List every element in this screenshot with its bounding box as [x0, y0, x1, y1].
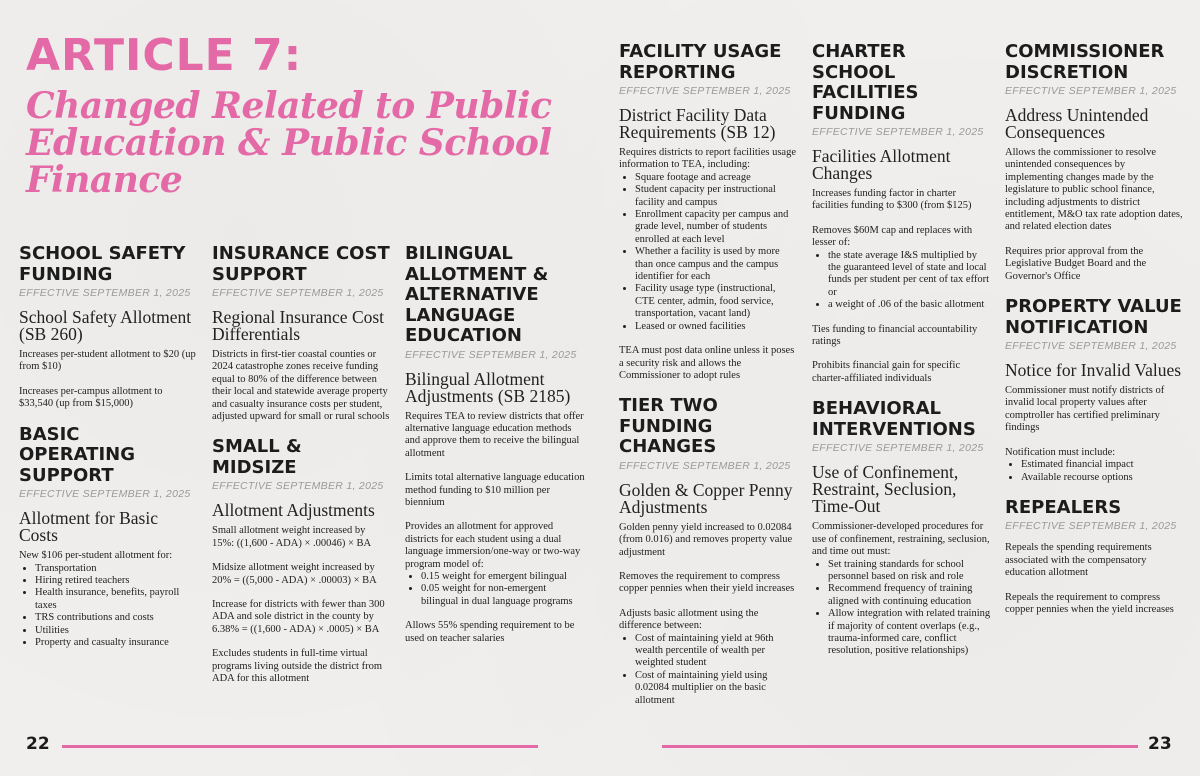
paragraph: Increases funding factor in charter facilities funding to $300 (from $125): [812, 188, 972, 212]
bullet-list: [812, 250, 992, 312]
list-item: • Set training standards for school personnel based on risk and role: [828, 559, 992, 584]
paragraph: TEA must post data online unless it poses a security risk and allows the Commissioner to adopt rules: [619, 345, 795, 381]
paragraph: Repeals the spending requirements associated with the compensatory education allotment: [1005, 542, 1152, 579]
effective-date: EFFECTIVE SEPTEMBER 1, 2025: [19, 488, 191, 501]
footer-rule-left: [62, 745, 538, 748]
list-item: • Whether a facility is used by more than once campus and the campus identifier for each: [635, 246, 797, 283]
charter-section: [812, 42, 992, 385]
paragraph: Commissioner-developed procedures for use of confinement, restraining, seclusion, and time out must:: [812, 521, 990, 558]
facility-usage-section: [619, 42, 797, 382]
paragraph: Requires prior approval from the Legislative Budget Board and the Governor's Office: [1005, 245, 1147, 282]
bullet-list: [619, 172, 797, 333]
section-heading: FACILITY USAGE REPORTING: [619, 41, 782, 83]
effective-date: EFFECTIVE SEPTEMBER 1, 2025: [619, 459, 791, 472]
subheading: Address Unintended Consequences: [1005, 105, 1149, 142]
paragraph: Repeals the requirement to compress copper pennies when the yield increases: [1005, 591, 1174, 616]
left-column-1: [19, 244, 197, 663]
list-item: • 0.05 weight for non-emergent bilingual in dual language programs: [421, 583, 585, 608]
list-item: • Available recourse options: [1021, 472, 1183, 484]
subheading: Bilingual Allotment Adjustments (SB 2185): [405, 368, 571, 406]
paragraph: Limits total alternative language education method funding to $10 million per biennium: [405, 472, 585, 508]
subheading: Allotment Adjustments: [212, 500, 375, 521]
subheading: Golden & Copper Penny Adjustments: [619, 479, 793, 517]
page-number-left: 22: [26, 734, 50, 754]
list-item: • Hiring retired teachers: [35, 575, 197, 587]
section-heading: REPEALERS: [1005, 496, 1122, 518]
effective-date: EFFECTIVE SEPTEMBER 1, 2025: [812, 442, 984, 455]
paragraph: Removes the requirement to compress copper pennies when their yield increases: [619, 571, 795, 595]
article-title: ARTICLE 7:: [26, 30, 303, 81]
behavioral-section: [812, 399, 992, 657]
paragraph: Adjusts basic allotment using the difference between:: [619, 607, 759, 632]
right-column-2: [812, 42, 992, 672]
section-heading: PROPERTY VALUE NOTIFICATION: [1005, 296, 1182, 338]
effective-date: EFFECTIVE SEPTEMBER 1, 2025: [212, 287, 384, 299]
list-item: • a weight of .06 of the basic allotment: [828, 299, 992, 311]
section-heading: TIER TWO FUNDING CHANGES: [619, 395, 718, 458]
article-subtitle: Changed Related to Public Education & Public School Finance: [26, 85, 552, 201]
paragraph: Allows 55% spending requirement to be used on teacher salaries: [405, 620, 575, 644]
bullet-list: [812, 559, 992, 658]
subheading: District Facility Data Requirements (SB 12): [619, 105, 776, 142]
section-heading: BASIC OPERATING SUPPORT: [19, 423, 135, 486]
subheading: Facilities Allotment Changes: [812, 146, 951, 183]
subheading: Allotment for Basic Costs: [19, 508, 159, 546]
list-item: • Enrollment capacity per campus and grade level, number of students enrolled at each level: [635, 209, 797, 246]
paragraph: Increases per-student allotment to $20 (up from $10): [19, 349, 196, 373]
list-item: • Transportation: [35, 563, 197, 575]
list-item: • 0.15 weight for emergent bilingual: [421, 571, 585, 583]
effective-date: EFFECTIVE SEPTEMBER 1, 2025: [19, 287, 191, 299]
subheading: Regional Insurance Cost Differentials: [212, 307, 385, 344]
list-item: • Recommend frequency of training aligned with continuing education: [828, 583, 992, 608]
effective-date: EFFECTIVE SEPTEMBER 1, 2025: [1005, 340, 1177, 353]
bullet-list: [19, 563, 197, 650]
paragraph: Midsize allotment weight increased by 20% = ((5,000 - ADA) × .00003) × BA: [212, 562, 377, 586]
subheading: School Safety Allotment (SB 260): [19, 307, 192, 344]
left-column-2: [212, 244, 390, 700]
paragraph: Removes $60M cap and replaces with lesser of:: [812, 224, 973, 249]
bilingual-section: [405, 244, 585, 645]
paragraph: Ties funding to financial accountability ratings: [812, 323, 978, 348]
bullet-list: [619, 633, 797, 707]
property-value-section: [1005, 297, 1183, 484]
paragraph: Requires districts to report facilities usage information to TEA, including:: [619, 147, 796, 171]
list-item: • Leased or owned facilities: [635, 321, 797, 333]
paragraph: Allows the commissioner to resolve unintended consequences by implementing changes made by the legislature to public school finance, including adjustments to district entitlement, M&O tax rate adoption dates, and related election dates: [1005, 147, 1183, 233]
effective-date: EFFECTIVE SEPTEMBER 1, 2025: [812, 126, 984, 138]
paragraph: Small allotment weight increased by 15%: ((1,600 - ADA) × .00046) × BA: [212, 525, 372, 549]
paragraph: Commissioner must notify districts of invalid local property values after comptroller has certified preliminary findings: [1005, 385, 1165, 434]
bullet-list: [405, 571, 585, 608]
tier-two-section: [619, 396, 797, 707]
list-item: • Allow integration with related training if majority of content overlaps (e.g., trauma-informed care, conflict resolution, positive relationships): [828, 608, 992, 658]
section-heading: BILINGUAL ALLOTMENT & ALTERNATIVE LANGUAGE EDUCATION: [405, 243, 549, 346]
paragraph: Notification must include:: [1005, 446, 1116, 458]
section-heading: COMMISSIONER DISCRETION: [1005, 41, 1165, 83]
list-item: • Utilities: [35, 625, 197, 637]
list-item: • Cost of maintaining yield using 0.02084 multiplier on the basic allotment: [635, 670, 797, 707]
paragraph: Increases per-campus allotment to $33,540 (up from $15,000): [19, 385, 163, 410]
small-midsize-section: [212, 437, 390, 685]
list-item: • Estimated financial impact: [1021, 459, 1183, 471]
page-number-right: 23: [1148, 734, 1172, 754]
paragraph: Golden penny yield increased to 0.02084 (from 0.016) and removes property value adjustment: [619, 521, 793, 558]
repealers-section: [1005, 498, 1183, 617]
left-column-3: [405, 244, 585, 659]
effective-date: EFFECTIVE SEPTEMBER 1, 2025: [619, 85, 791, 97]
bullet-list: [1005, 459, 1183, 484]
paragraph: Provides an allotment for approved districts for each student using a dual language immersion/one-way or two-way program model of:: [405, 521, 581, 570]
section-heading: SMALL & MIDSIZE: [212, 436, 302, 478]
list-item: • Student capacity per instructional facility and campus: [635, 184, 797, 209]
paragraph: New $106 per-student allotment for:: [19, 550, 173, 562]
list-item: • the state average I&S multiplied by the guaranteed level of state and local funds per student per cent of tax effort or: [828, 250, 992, 300]
list-item: • Health insurance, benefits, payroll taxes: [35, 587, 197, 612]
footer-rule-right: [662, 745, 1138, 748]
paragraph: Increase for districts with fewer than 300 ADA and sole district in the county by 6.38% = ((1,600 - ADA) × .0005) × BA: [212, 599, 385, 635]
list-item: • TRS contributions and costs: [35, 612, 197, 624]
effective-date: EFFECTIVE SEPTEMBER 1, 2025: [1005, 520, 1177, 533]
school-safety-section: [19, 244, 197, 411]
effective-date: EFFECTIVE SEPTEMBER 1, 2025: [1005, 85, 1177, 97]
subheading: Use of Confinement, Restraint, Seclusion, Time-Out: [812, 462, 959, 517]
list-item: • Cost of maintaining yield at 96th wealth percentile of wealth per weighted student: [635, 633, 797, 670]
paragraph: Districts in first-tier coastal counties or 2024 catastrophe zones receive funding equal to 80% of the difference between their local and statewide average property and casualty insurance costs per student, adjusted upward for small or rural schools: [212, 349, 390, 423]
list-item: • Facility usage type (instructional, CTE center, admin, food service, transportation, vacant land): [635, 283, 797, 320]
section-heading: INSURANCE COST SUPPORT: [212, 243, 390, 285]
effective-date: EFFECTIVE SEPTEMBER 1, 2025: [405, 348, 577, 361]
section-heading: SCHOOL SAFETY FUNDING: [19, 243, 186, 285]
list-item: • Property and casualty insurance: [35, 637, 197, 649]
basic-operating-section: [19, 425, 197, 650]
commissioner-section: [1005, 42, 1183, 283]
subheading: Notice for Invalid Values: [1005, 360, 1182, 381]
section-heading: CHARTER SCHOOL FACILITIES FUNDING: [812, 41, 919, 124]
insurance-section: [212, 244, 390, 423]
paragraph: Prohibits financial gain for specific charter-affiliated individuals: [812, 360, 961, 384]
right-column-1: [619, 42, 797, 721]
effective-date: EFFECTIVE SEPTEMBER 1, 2025: [212, 480, 384, 493]
section-heading: BEHAVIORAL INTERVENTIONS: [812, 398, 976, 440]
paragraph: Excludes students in full-time virtual programs living outside the district from ADA for this allotment: [212, 648, 383, 685]
right-column-3: [1005, 42, 1183, 630]
paragraph: Requires TEA to review districts that offer alternative language education methods and approve them to receive the bilingual allotment: [405, 410, 584, 459]
list-item: • Square footage and acreage: [635, 172, 797, 184]
